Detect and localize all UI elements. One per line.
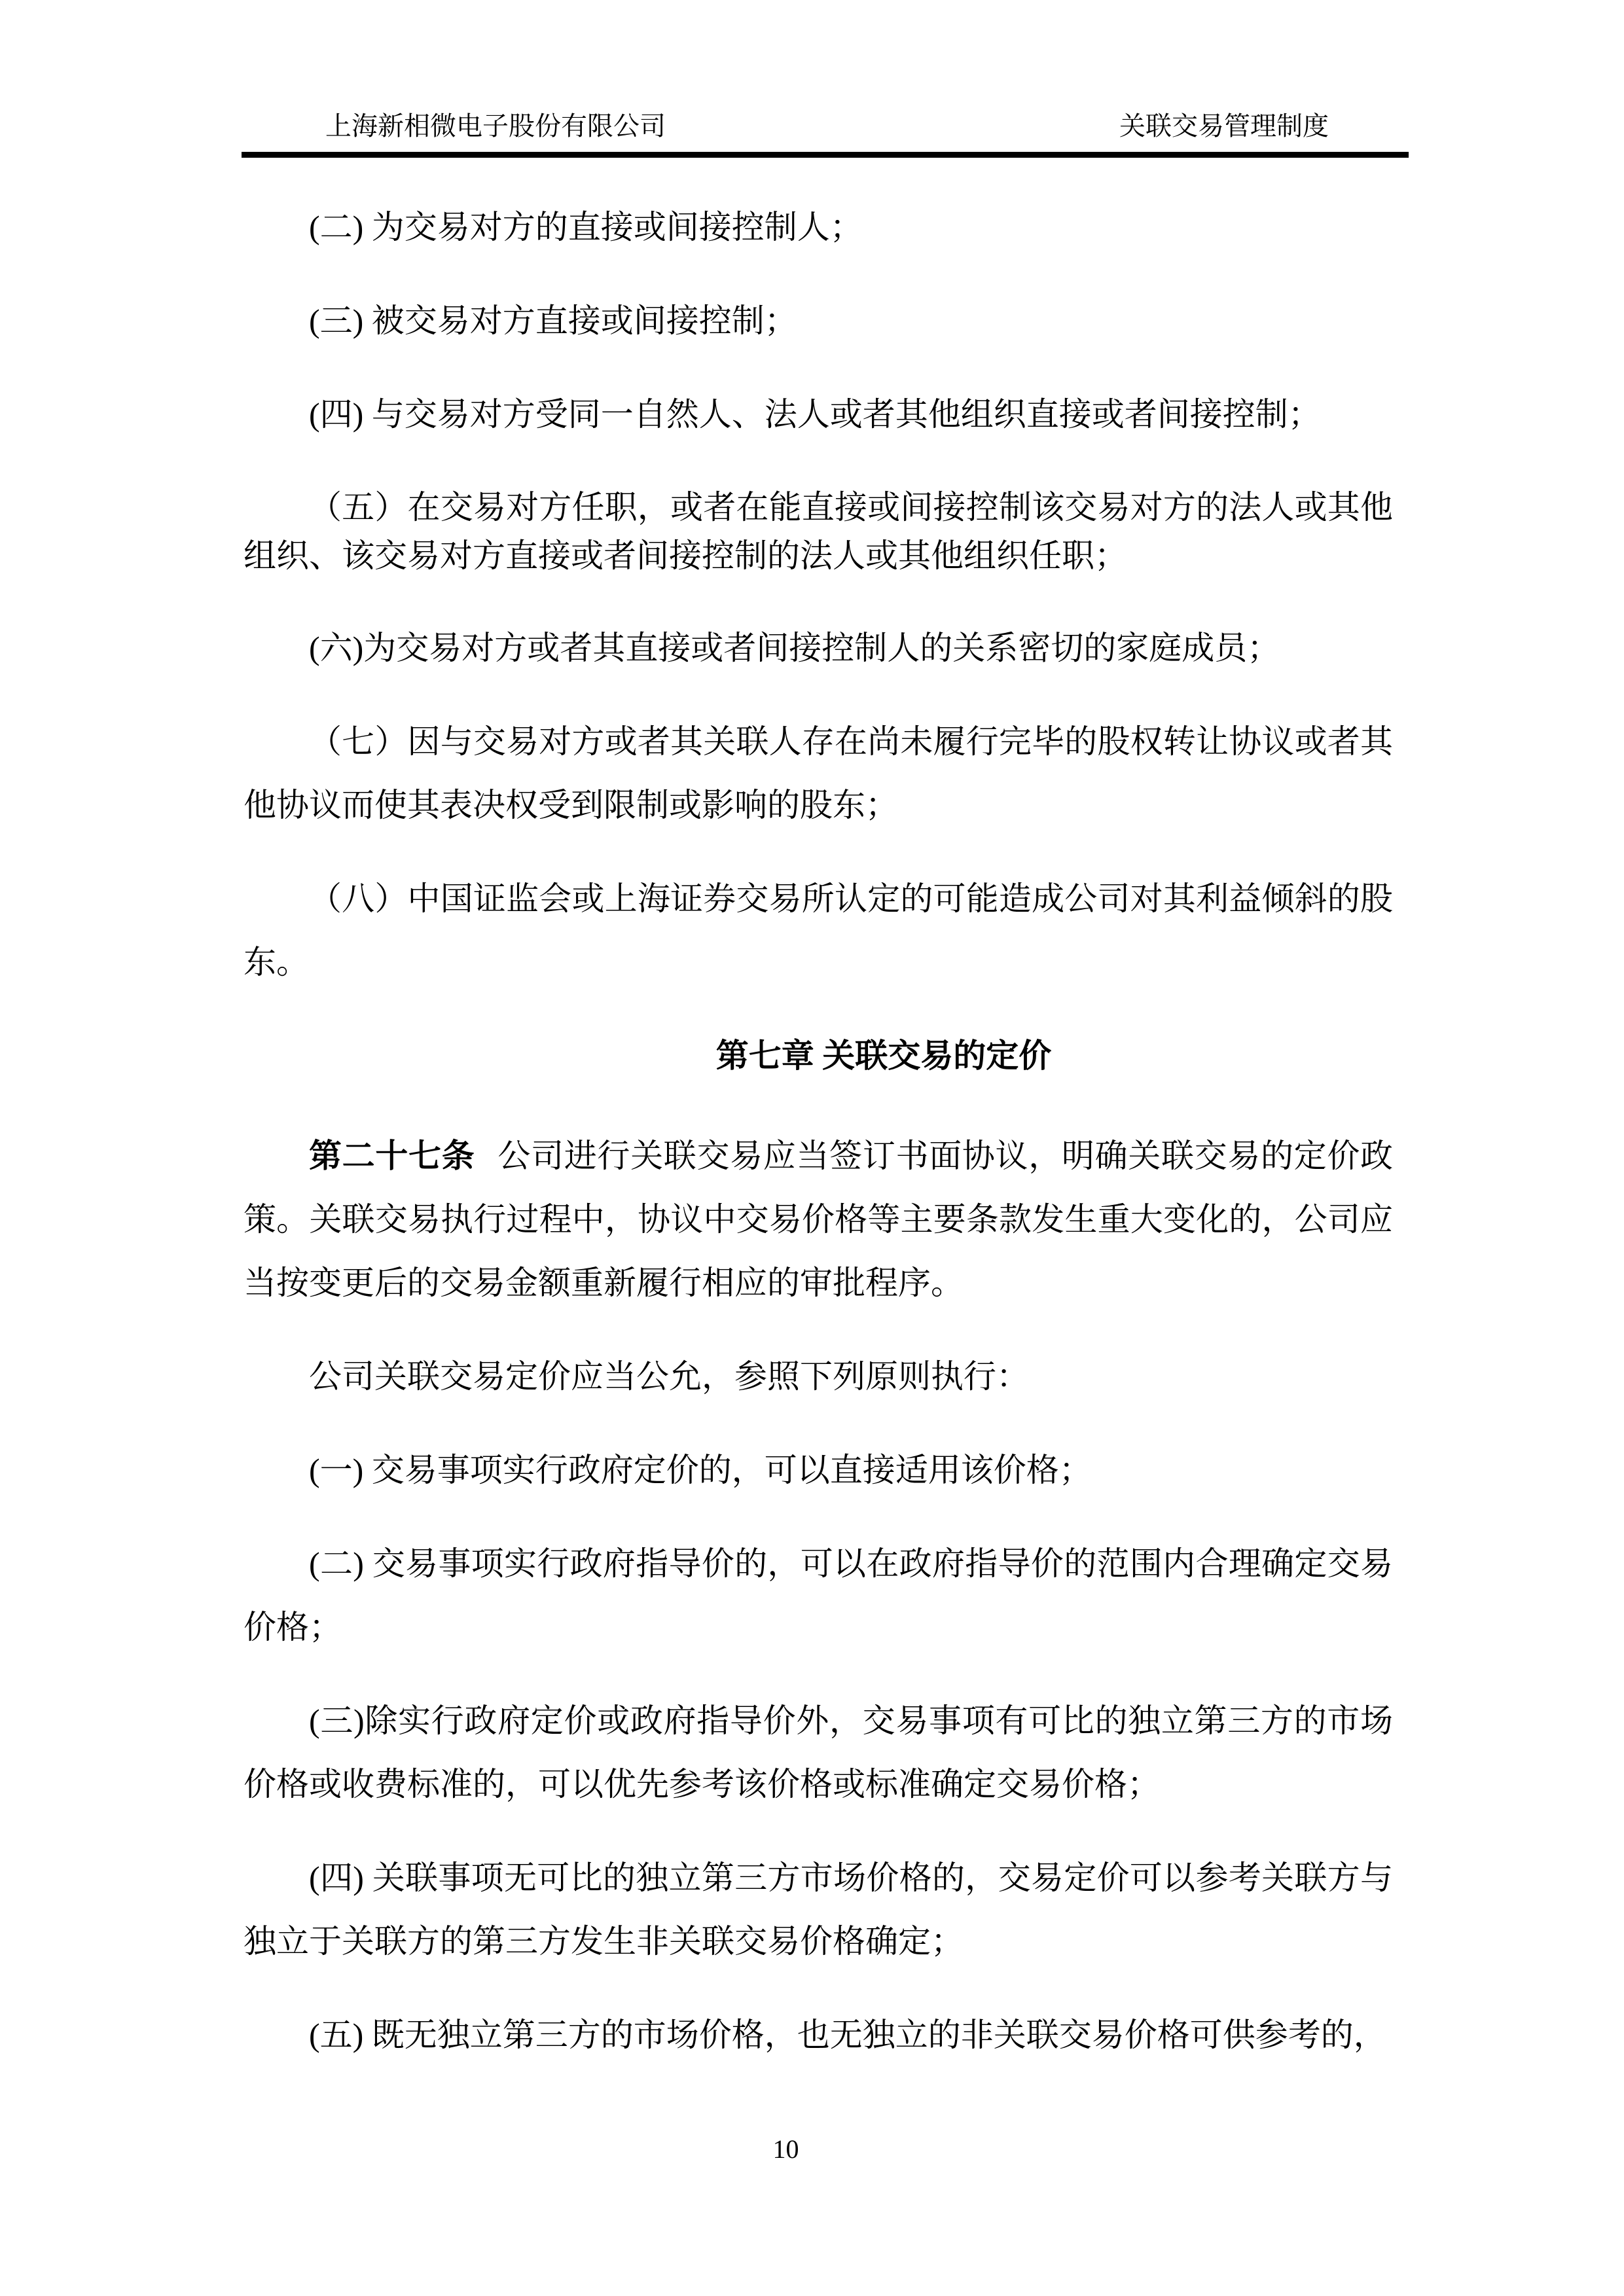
paragraph-item: (四) 与交易对方受同一自然人、法人或者其他组织直接或者间接控制； [309, 396, 1321, 433]
paragraph-item: (六)为交易对方或者其直接或者间接控制人的关系密切的家庭成员； [309, 630, 1280, 666]
document-body [244, 196, 1393, 2067]
paragraph-item: (四) 关联事项无可比的独立第三方市场价格的，交易定价可以参考关联方与独立于关联方的第三方发生非关联交易价格确定； [244, 1859, 1393, 1960]
paragraph-item: （七）因与交易对方或者其关联人存在尚未履行完毕的股权转让协议或者其他协议而使其表决权受到限制或影响的股东； [244, 723, 1393, 823]
paragraph-item: 公司关联交易定价应当公允，参照下列原则执行： [309, 1358, 1029, 1395]
paragraph-item: （五）在交易对方任职，或者在能直接或间接控制该交易对方的法人或其他组织、该交易对方直接或者间接控制的法人或其他组织任职； [244, 489, 1393, 574]
article-number: 第二十七条 [309, 1138, 475, 1174]
paragraph-item: (一) 交易事项实行政府定价的，可以直接适用该价格； [309, 1452, 1092, 1488]
header-row [242, 110, 1393, 143]
paragraph-item: (三) 被交易对方直接或间接控制； [309, 302, 797, 339]
page-number: 10 [772, 2134, 799, 2164]
paragraph-item: (五) 既无独立第三方的市场价格，也无独立的非关联交易价格可供参考的， [309, 2017, 1386, 2053]
paragraph-item: (二) 为交易对方的直接或间接控制人； [309, 209, 863, 245]
page-header [242, 0, 1393, 158]
page-footer [0, 2134, 1572, 2165]
chapter-heading: 第七章 关联交易的定价 [715, 1037, 1052, 1074]
paragraph-item: (二) 交易事项实行政府指导价的，可以在政府指导价的范围内合理确定交易价格； [244, 1545, 1393, 1645]
header-company: 上海新相微电子股份有限公司 [325, 111, 666, 141]
paragraph-item: （八）中国证监会或上海证券交易所认定的可能造成公司对其利益倾斜的股东。 [244, 880, 1393, 980]
paragraph-item: (三)除实行政府定价或政府指导价外，交易事项有可比的独立第三方的市场价格或收费标准的，可以优先参考该价格或标准确定交易价格； [244, 1702, 1393, 1803]
header-doc-title: 关联交易管理制度 [1119, 111, 1329, 141]
header-rule [242, 152, 1409, 158]
article-paragraph: 第二十七条 公司进行关联交易应当签订书面协议，明确关联交易的定价政策。关联交易执行过程中，协议中交易价格等主要条款发生重大变化的，公司应当按变更后的交易金额重新履行相应的审批程序。 [244, 1138, 1394, 1301]
